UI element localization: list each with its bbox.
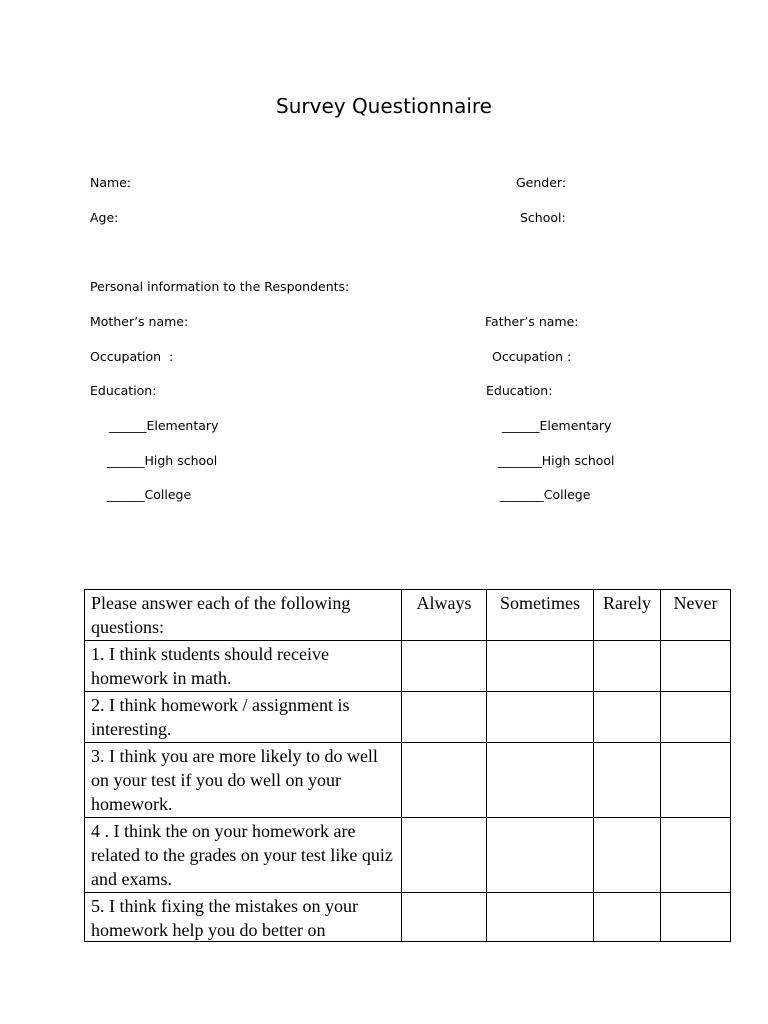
answer-cell-always[interactable] — [402, 818, 487, 893]
page-title: Survey Questionnaire — [276, 94, 492, 118]
never-column-header: Never — [661, 590, 731, 641]
answer-cell-rarely[interactable] — [594, 893, 661, 942]
question-cell: 1. I think students should receive homework in math. — [85, 641, 402, 692]
age-label: Age: — [90, 210, 119, 225]
answer-cell-never[interactable] — [661, 743, 731, 818]
father-education-label: Education: — [486, 383, 553, 398]
survey-table — [84, 589, 731, 942]
answer-cell-always[interactable] — [402, 743, 487, 818]
table-header-row — [85, 590, 731, 641]
question-cell: 3. I think you are more likely to do well on your test if you do well on your homework. — [85, 743, 402, 818]
question-cell: 2. I think homework / assignment is interesting. — [85, 692, 402, 743]
mother-option-elementary: ______Elementary — [109, 418, 219, 433]
answer-cell-never[interactable] — [661, 893, 731, 942]
school-label: School: — [520, 210, 566, 225]
father-option-college: _______College — [500, 487, 591, 502]
question-cell — [85, 893, 402, 942]
sometimes-column-header: Sometimes — [487, 590, 594, 641]
gender-label: Gender: — [516, 175, 567, 190]
rarely-column-header: Rarely — [594, 590, 661, 641]
table-row — [85, 692, 731, 743]
mother-option-college: ______College — [107, 487, 192, 502]
answer-cell-never[interactable] — [661, 818, 731, 893]
table-row — [85, 893, 731, 942]
question-column-header: Please answer each of the following questions: — [85, 590, 402, 641]
name-label: Name: — [90, 175, 132, 190]
father-option-high-school: _______High school — [498, 453, 615, 468]
father-occupation-label: Occupation : — [492, 349, 572, 364]
answer-cell-sometimes[interactable] — [487, 818, 594, 893]
always-column-header: Always — [402, 590, 487, 641]
answer-cell-sometimes[interactable] — [487, 692, 594, 743]
answer-cell-rarely[interactable] — [594, 692, 661, 743]
table-row — [85, 641, 731, 692]
question-text-clipped: 5. I think fixing the mistakes on your homework help you do better on — [91, 896, 358, 940]
table-row — [85, 743, 731, 818]
personal-info-heading: Personal information to the Respondents: — [90, 279, 350, 294]
answer-cell-sometimes[interactable] — [487, 641, 594, 692]
mother-option-high-school: ______High school — [107, 453, 218, 468]
answer-cell-sometimes[interactable] — [487, 743, 594, 818]
answer-cell-sometimes[interactable] — [487, 893, 594, 942]
question-cell: 4 . I think the on your homework are related to the grades on your test like quiz and exams. — [85, 818, 402, 893]
mother-name-label: Mother’s name: — [90, 314, 189, 329]
answer-cell-never[interactable] — [661, 641, 731, 692]
answer-cell-rarely[interactable] — [594, 743, 661, 818]
mother-occupation-label: Occupation : — [90, 349, 174, 364]
mother-education-label: Education: — [90, 383, 157, 398]
father-option-elementary: ______Elementary — [502, 418, 612, 433]
answer-cell-never[interactable] — [661, 692, 731, 743]
answer-cell-rarely[interactable] — [594, 818, 661, 893]
answer-cell-always[interactable] — [402, 893, 487, 942]
table-row — [85, 818, 731, 893]
father-name-label: Father’s name: — [485, 314, 579, 329]
answer-cell-always[interactable] — [402, 692, 487, 743]
answer-cell-always[interactable] — [402, 641, 487, 692]
answer-cell-rarely[interactable] — [594, 641, 661, 692]
